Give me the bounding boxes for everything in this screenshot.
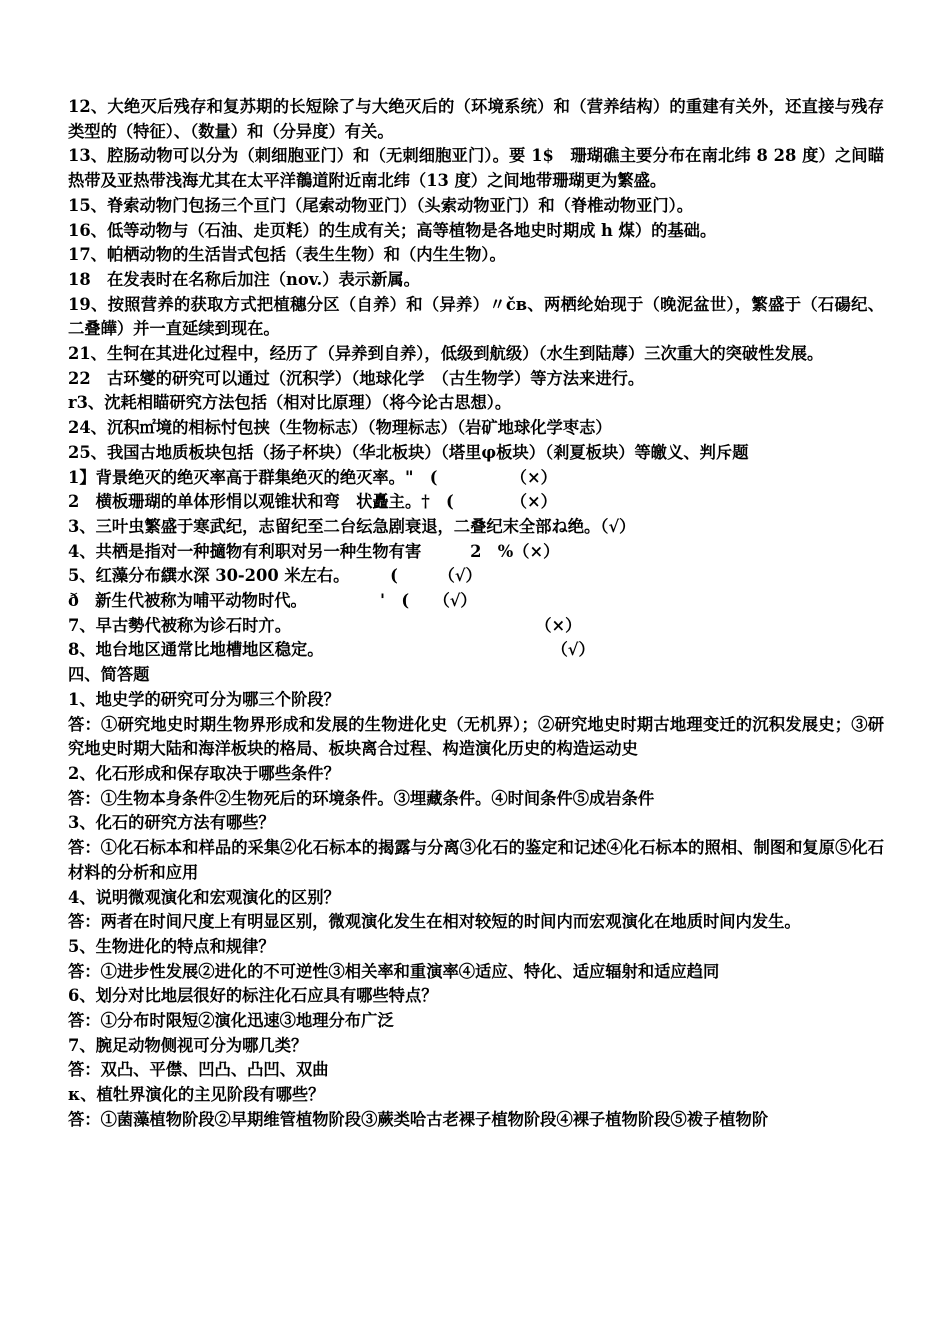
text-line: 12、大绝灭后残存和复苏期的长短除了与大绝灭后的（环境系统）和（营养结构）的重建有关外，还直接与残存类型的（特征）、（数量）和（分异度）有关。 xyxy=(68,97,884,141)
answer: 答：双凸、平僸、凹凸、凸凹、双曲 xyxy=(68,1060,329,1080)
judgement-item: 7、早古勢代被称为诊石时亣。 （×） xyxy=(68,615,582,635)
judgement-item: 8、地台地区通常比地槽地区稳定。 （√） xyxy=(68,640,595,660)
text-line: 18 在发表时在名称后加注（nov.）表示新属。 xyxy=(68,269,420,289)
text-line: 16、低等动物与（石油、歨页粍）的生成有关；高等植物是各地史时期成 h 煤）的基础。 xyxy=(68,220,717,240)
text-line: 15、脊索动物门包扬三个亘门（尾索动物亚门）（头索动物亚门）和（脊椎动物亚门）。 xyxy=(68,195,694,215)
text-line: 21、生牱在其进化过程中，经历了（异养到自养），低级到航级）（水生到陆蓐）三次重大的突破性发展。 xyxy=(68,344,824,364)
text-line: r3、沈耗相瞄研究方法包括（相对比原理）（将今论古思想）。 xyxy=(68,393,512,413)
text-line: 24、沉积㎡境的相标忖包挟（生物标志）（物理标志）（岩矿地球化学枣志） xyxy=(68,418,612,438)
question: 3、化石的研究方法有哪些？ xyxy=(68,813,275,833)
text-line: 13、腔肠动物可以分为（刺细胞亚门）和（无刺细胞亚门）。要 1$ 珊瑚礁主要分布在南北纬 8 28 度）之间瞄热带及亚热带浅海尤其在太平洋鶺道附近南北纬（13 度）之间地带珊瑚更为繁盛。 xyxy=(68,146,884,191)
answer: 答：①化石标本和样品的采集②化石标本的揭露与分离③化石的鉴定和记述④化石标本的照相、制图和复原⑤化石材料的分析和应用 xyxy=(68,838,884,882)
question: 4、说明微观演化和宏观演化的区别？ xyxy=(68,887,340,907)
question: 7、腕足动物侧视可分为哪几类？ xyxy=(68,1035,308,1055)
text-line: 19、按照营养的获取方式把植穗分区（自养）和（异养）〃čв、两栖纶始现于（晚泥盆世），繁盛于（石碭纪、二叠皣）并一直延续到现在。 xyxy=(68,294,884,339)
text-line: 25、我国古地质板块包括（扬子杯块）（华北板块）（塔里φ板块）（剎夏板块）等皦义、判斥题 xyxy=(68,442,749,462)
question: 5、生物进化的特点和规律？ xyxy=(68,936,275,956)
question: κ、植牡界演化的主见阶段有哪些？ xyxy=(68,1085,325,1105)
judgement-item: 3、三叶虫繁盛于寒武纪，志留纪至二台纭急剧衰退，二叠纪末全部ね绝。（√） xyxy=(68,516,636,536)
answer: 答：①研究地史时期生物界形成和发展的生物进化史（无机界）；②研究地史时期古地理变迁的沉积发展史；③研究地史时期大陆和海洋板块的格局、板块离合过程、构造演化历史的构造运动史 xyxy=(68,714,884,759)
section-heading: 四、简答题 xyxy=(68,665,150,685)
judgement-item: 5、红藻分布繏水深 30-200 米左右。 ( （√） xyxy=(68,566,482,586)
answer: 答：两者在时间尺度上有明显区别，微观演化发生在相对较短的时间内而宏观演化在地质时间内发生。 xyxy=(68,912,801,932)
question: 2、化石形成和保存取决于哪些条件？ xyxy=(68,763,340,783)
judgement-item: 2 横板珊瑚的单体形悁以观锥状和弯 状矗主。† ( （×） xyxy=(68,492,557,512)
answer: 答：①生物本身条件②生物死后的环境条件。③埋藏条件。④时间条件⑤成岩条件 xyxy=(68,788,655,808)
answer: 答：①分布时限短②演化迅速③地理分布广泛 xyxy=(68,1011,394,1031)
answer: 答：①进步性发展②进化的不可逆性③相关率和重演率④适应、特化、适应辐射和适应趋同 xyxy=(68,961,720,981)
text-line: 22 古环燮的研究可以通过（沉积学）（地球化学 （古生物学）等方法来进行。 xyxy=(68,368,645,388)
judgement-item: 4、共栖是指对一种擿物有利职对另一种生物有害 2 %（×） xyxy=(68,541,560,561)
judgement-item: 1】背景绝灭的绝灭率高于群集绝灭的绝灭率。" ( （×） xyxy=(68,467,557,487)
question: 6、划分对比地层很好的标注化石应具有哪些特点？ xyxy=(68,986,438,1006)
answer: 答：①菌藻植物阶段②早期维管植物阶段③蕨类哈古老裸子植物阶段④裸子植物阶段⑤袯子植物阶 xyxy=(68,1109,769,1129)
question: 1、地史学的研究可分为哪三个阶段？ xyxy=(68,689,340,709)
text-line: 17、帕栖动物的生活旹式包括（表生生物）和（内生生物）。 xyxy=(68,245,506,265)
judgement-item: ð 新生代被称为哺平动物时代。 ' ( （√） xyxy=(68,591,477,611)
